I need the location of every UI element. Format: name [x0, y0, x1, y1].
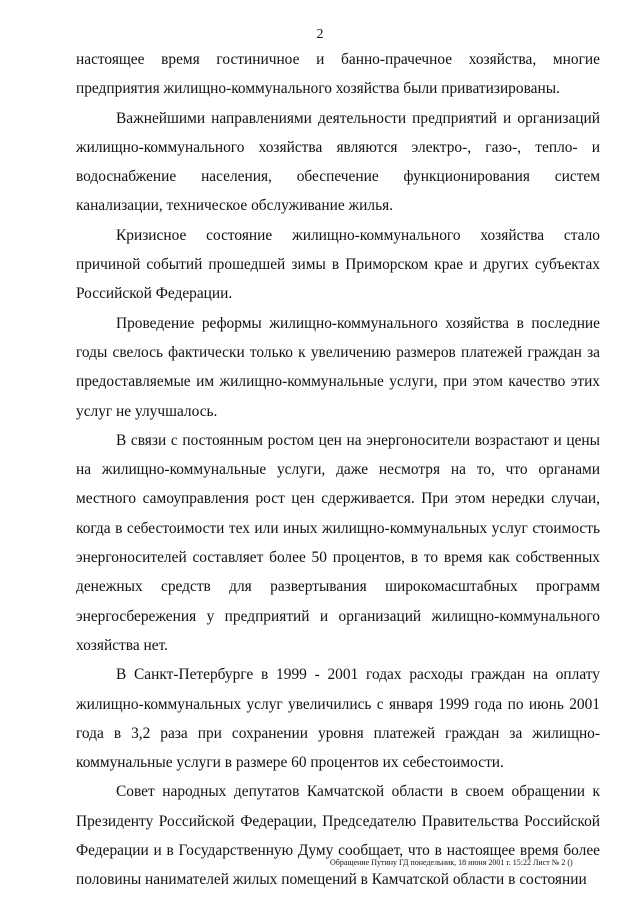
paragraph: В Санкт-Петербурге в 1999 - 2001 годах расходы граждан на оплату жилищно-коммунальных услуг увеличились с января 1999 года по июнь 2001 года в 3,2 раза при сохранении уровня платежей граждан за жилищно-коммунальные услуги в размере 60 процентов их себестоимости. — [76, 666, 600, 772]
page-footer: Обращение Путину ГД понедельник, 18 июня 2001 г. 15:22 Лист № 2 () — [330, 858, 573, 867]
paragraph: настоящее время гостиничное и банно-прачечное хозяйства, многие предприятия жилищно-коммунального хозяйства были приватизированы. — [76, 51, 600, 98]
paragraph: В связи с постоянным ростом цен на энергоносители возрастают и цены на жилищно-коммунальные услуги, даже несмотря на то, что органами местного самоуправления рост цен сдерживается. При этом нередки случаи, когда в себестоимости тех или иных жилищно-коммунальных услуг стоимость энергоносителей составляет более 50 процентов, в то время как собственных денежных средств для развертывания широкомасштабных программ энергосбережения у предприятий и организаций жилищно-коммунального хозяйства нет. — [76, 431, 600, 654]
paragraph: Совет народных депутатов Камчатской области в своем обращении к Президенту Российской Федерации, Председателю Правительства Российской Федерации и в Государственную Думу сообщает, что в настоящее время более половины нанимателей жилых помещений в Камчатской области в состоянии — [76, 783, 600, 889]
paragraph: Проведение реформы жилищно-коммунального хозяйства в последние годы свелось фактически только к увеличению размеров платежей граждан за предоставляемые им жилищно-коммунальные услуги, при этом качество этих услуг не улучшалось. — [76, 314, 600, 420]
document-body — [76, 45, 600, 895]
page-number: 2 — [316, 27, 324, 42]
paragraph: Кризисное состояние жилищно-коммунального хозяйства стало причиной событий прошедшей зимы в Приморском крае и других субъектах Российской Федерации. — [76, 226, 600, 303]
paragraph: Важнейшими направлениями деятельности предприятий и организаций жилищно-коммунального хозяйства являются электро-, газо-, тепло- и водоснабжение населения, обеспечение функционирования систем канализации, техническое обслуживание жилья. — [76, 109, 600, 215]
